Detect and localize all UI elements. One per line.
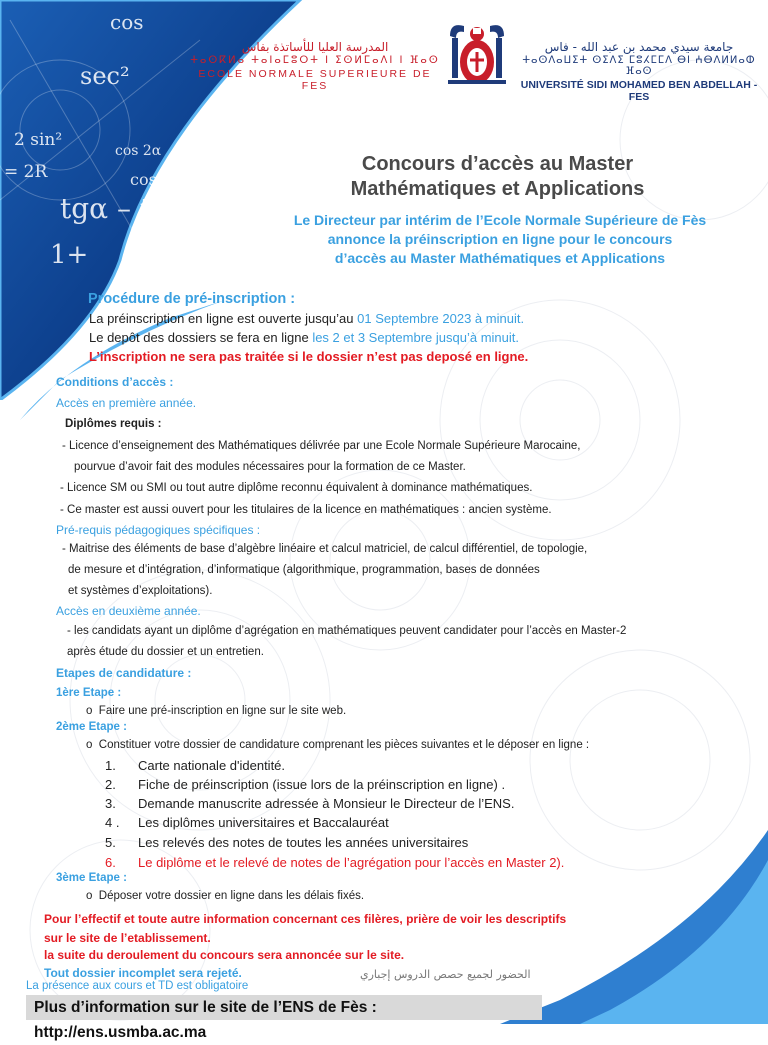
prereq-line: de mesure et d’intégration, d’informatique (algorithmique, programmation, bases de données: [68, 564, 540, 576]
diploma-requirement: - Licence SM ou SMI ou tout autre diplôme reconnu équivalent à dominance mathématiques.: [60, 482, 533, 494]
footer-website-text: Plus d’information sur le site de l’ENS de Fès : http://ens.usmba.ac.ma: [34, 999, 377, 1041]
note-line: la suite du deroulement du concours sera annoncée sur le site.: [44, 948, 405, 962]
usmba-logo: [446, 20, 508, 90]
bullet-icon: o: [86, 890, 99, 902]
title-line: Concours d’accès au Master: [361, 153, 634, 175]
ens-name-tifinagh: ⵜⴰⵙⴽⵍⴰ ⵜⴰⵏⴰⵎⵓⵔⵜ ⵏ ⵉⵙⵍⵎⴰⴷⵏ ⵏ ⴼⴰⵙ: [190, 55, 440, 66]
prereq-heading: Pré-requis pédagogiques spécifiques :: [56, 523, 261, 537]
step-2-title: 2ème Etape :: [56, 721, 127, 733]
note-line: Tout dossier incomplet sera rejeté.: [44, 966, 242, 980]
university-name-arabic: جامعة سيدي محمد بن عبد الله - فاس: [544, 40, 734, 54]
step-1-title: 1ère Etape :: [56, 687, 122, 699]
math-text: sec²: [80, 62, 130, 90]
math-text: cos: [110, 10, 144, 34]
ens-header: [190, 40, 440, 92]
second-year-access: Accès en deuxième année.: [56, 604, 201, 618]
agregation-line: après étude du dossier et un entretien.: [67, 646, 264, 658]
diplomas-heading: Diplômes requis :: [65, 418, 162, 430]
prereq-line: - Maitrise des éléments de base d’algèbre linéaire et calcul matriciel, de calcul différentiel, de topologie,: [62, 543, 588, 555]
document-item: 1. Carte nationale d'identité.: [105, 758, 286, 773]
math-text: cos 2α =: [130, 170, 202, 189]
procedure-warning: L’inscription ne sera pas traitée si le dossier n’est pas deposé en ligne.: [89, 349, 529, 364]
conditions-heading: Conditions d’accès :: [56, 375, 174, 389]
note-line: sur le site de l’etablissement.: [44, 931, 211, 945]
bullet-icon: o: [86, 739, 99, 751]
step-2-item: o Constituer votre dossier de candidature comprenant les pièces suivantes et le déposer en ligne :: [86, 739, 590, 751]
bullet-icon: o: [86, 705, 99, 717]
procedure-heading: Procédure de pré-inscription :: [88, 291, 296, 307]
document-item: 4 . Les diplômes universitaires et Baccalauréat: [105, 815, 389, 830]
step-3-title: 3ème Etape :: [56, 872, 127, 884]
diploma-requirement: - Ce master est aussi ouvert pour les titulaires de la licence en mathématiques : ancien système.: [60, 504, 552, 516]
footer-info-bar: [26, 995, 542, 1041]
math-text: cos 2α: [115, 143, 162, 159]
first-year-access: Accès en première année.: [56, 396, 197, 410]
math-text: tgα – tg: [60, 192, 170, 225]
document-item: 3. Demande manuscrite adressée à Monsieur le Directeur de l’ENS.: [105, 796, 515, 811]
title-line: Mathématiques et Applications: [350, 178, 645, 200]
ens-name-arabic: المدرسة العليا للأساتذة بفاس: [241, 40, 389, 54]
attendance-note-arabic: الحضور لجميع حصص الدروس إجباري: [360, 968, 531, 981]
announcement-intro: [265, 211, 735, 268]
agregation-line: - les candidats ayant un diplôme d’agrégation en mathématiques peuvent candidater pour l’accès en Master-2: [67, 625, 627, 637]
note-line: Pour l’effectif et toute autre information concernant ces filères, prière de voir les descriptifs: [44, 912, 567, 926]
math-text: 1+: [50, 240, 89, 270]
university-name-french: UNIVERSITÉ SIDI MOHAMED BEN ABDELLAH - FES: [520, 79, 758, 103]
attendance-note-french: La présence aux cours et TD est obligatoire: [26, 980, 249, 992]
math-text: 2 sin²: [14, 130, 63, 150]
intro-line: d’accès au Master Mathématiques et Applications: [334, 250, 666, 266]
procedure-line-1: La préinscription en ligne est ouverte jusqu’au 01 Septembre 2023 à minuit.: [89, 311, 525, 326]
etapes-heading: Etapes de candidature :: [56, 666, 192, 680]
document-item: 5. Les relevés des notes de toutes les années universitaires: [105, 835, 469, 850]
document-item: 6. Le diplôme et le relevé de notes de l’agrégation pour l’accès en Master 2).: [105, 855, 565, 870]
step-1-item: o Faire une pré-inscription en ligne sur le site web.: [86, 705, 347, 717]
prereq-line: et systèmes d’exploitations).: [68, 585, 213, 597]
university-header: [514, 40, 764, 103]
procedure-line-2: Le depôt des dossiers se fera en ligne les 2 et 3 Septembre jusqu’à minuit.: [89, 330, 519, 345]
math-text: = 2R: [4, 162, 48, 182]
intro-line: Le Directeur par intérim de l’Ecole Normale Supérieure de Fès: [293, 212, 707, 228]
document-item: 2. Fiche de préinscription (issue lors de la préinscription en ligne) .: [105, 777, 506, 792]
ens-name-french: ECOLE NORMALE SUPERIEURE DE FES: [198, 68, 432, 92]
diploma-requirement: - Licence d’enseignement des Mathématiques délivrée par une Ecole Normale Supérieure Marocaine,: [62, 440, 581, 452]
intro-line: annonce la préinscription en ligne pour le concours: [327, 231, 673, 247]
university-name-tifinagh: ⵜⴰⵙⴷⴰⵡⵉⵜ ⵙⵉⴷⵉ ⵎⵓⵃⵎⵎⴷ ⴱⵏ ⵄⴱⴷⵍⵍⴰⵀ ⴼⴰⵙ: [522, 55, 756, 77]
step-3-item: o Déposer votre dossier en ligne dans les délais fixés.: [86, 890, 365, 902]
announcement-title: [300, 152, 695, 202]
diploma-requirement: pourvue d’avoir fait des modules nécessaires pour la formation de ce Master.: [74, 461, 466, 473]
